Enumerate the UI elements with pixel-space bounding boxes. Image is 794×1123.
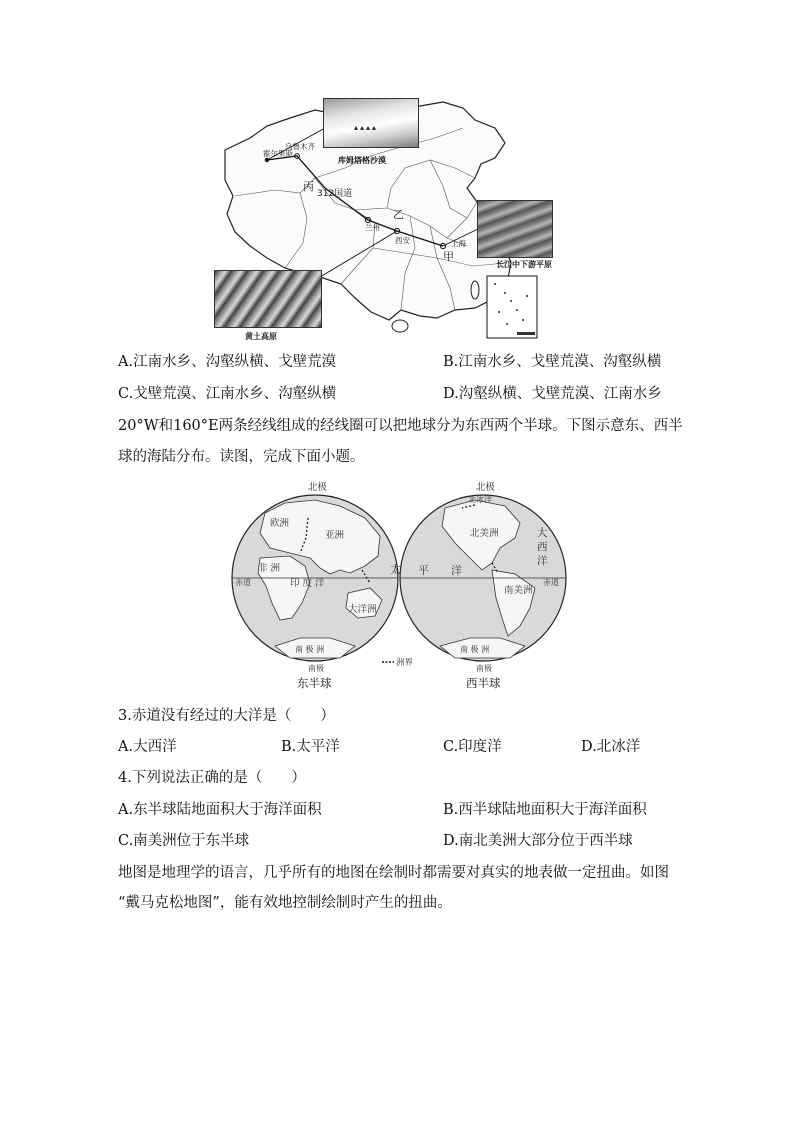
east-south-pole: 南极: [308, 664, 324, 673]
photo-loess: [214, 270, 322, 328]
outro-line-1: 地图是地理学的语言，几乎所有的地图在绘制时都需要对真实的地表做一定扭曲。如图: [118, 865, 669, 881]
west-equator-label: 赤道: [543, 578, 559, 587]
caption-east: 东半球: [297, 676, 332, 690]
west-north-pole: 北极: [476, 482, 496, 493]
photo-desert: [323, 98, 419, 148]
outro-line-2: “戴马克松地图”，能有效地控制绘制时产生的扭曲。: [118, 895, 452, 911]
east-africa: 非 洲: [258, 563, 281, 574]
south-sea-inset: [487, 276, 537, 338]
east-oceania: 大洋洲: [348, 604, 377, 615]
west-atlantic: 大西洋: [537, 527, 548, 567]
china-map-figure: [205, 98, 550, 343]
east-equator-label: 赤道: [235, 578, 251, 587]
caption-plain: 长江中下游平原: [496, 260, 552, 269]
camel-caravan-icon: ▴▴▴▴: [354, 123, 379, 132]
q3-option-d: D.北冰洋: [581, 739, 641, 755]
q4-stem: 4.下列说法正确的是（ ）: [118, 770, 306, 786]
label-jia: 甲: [443, 250, 454, 263]
hemispheres-figure: [230, 478, 570, 693]
legend-label: 洲界: [396, 658, 414, 668]
east-north-pole: 北极: [308, 482, 328, 493]
east-antarctica: 南 极 洲: [295, 645, 325, 654]
photo-plain: [477, 200, 553, 258]
prev-option-c: C.戈壁荒漠、江南水乡、沟壑纵横: [118, 386, 337, 402]
west-south-america: 南美洲: [504, 585, 533, 596]
west-north-america: 北美洲: [470, 528, 499, 539]
east-pacific-part: 太: [390, 563, 401, 576]
label-yi: 乙: [393, 208, 404, 221]
hainan: [392, 320, 408, 332]
west-antarctica: 南 极 洲: [460, 645, 490, 654]
q3-stem: 3.赤道没有经过的大洋是（ ）: [118, 708, 335, 724]
label-xian: 西安: [395, 236, 410, 245]
q3-option-a: A.大西洋: [118, 739, 177, 755]
hemispheres-map: [230, 478, 570, 693]
taiwan: [471, 281, 479, 299]
prev-option-b: B.江南水乡、戈壁荒漠、沟壑纵横: [443, 354, 662, 370]
east-asia: 亚洲: [325, 530, 345, 541]
caption-desert: 库姆塔格沙漠: [338, 156, 386, 165]
label-g312: 312国道: [317, 189, 353, 199]
label-bing: 丙: [303, 180, 314, 193]
q4-option-c: C.南美洲位于东半球: [118, 833, 250, 849]
q3-option-b: B.太平洋: [281, 739, 340, 755]
east-indian-ocean: 印 度 洋: [290, 578, 325, 589]
q4-option-a: A.东半球陆地面积大于海洋面积: [118, 802, 322, 818]
q4-option-d: D.南北美洲大部分位于西半球: [443, 833, 633, 849]
west-pacific-rest: 平 洋: [418, 564, 462, 577]
caption-loess: 黄土高原: [245, 332, 277, 341]
label-urumqi: 乌鲁木齐: [285, 142, 315, 151]
q3-option-c: C.印度洋: [443, 739, 502, 755]
prev-option-a: A.江南水乡、沟壑纵横、戈壁荒漠: [118, 354, 337, 370]
label-shanghai: 上海: [451, 239, 466, 248]
east-europe: 欧洲: [270, 518, 290, 529]
caption-west: 西半球: [466, 676, 501, 690]
prev-option-d: D.沟壑纵横、戈壁荒漠、江南水乡: [443, 386, 662, 402]
west-arctic: 北冰洋: [468, 495, 492, 504]
west-south-pole: 南极: [476, 664, 492, 673]
label-lanzhou: 兰州: [365, 223, 380, 232]
intro-line-2: 球的海陆分布。读图，完成下面小题。: [118, 449, 365, 465]
label-horgos: 霍尔果斯: [263, 149, 293, 158]
intro-line-1: 20°W和160°E两条经线组成的经线圈可以把地球分为东西两个半球。下图示意东、西半: [118, 418, 683, 434]
q4-option-b: B.西半球陆地面积大于海洋面积: [443, 802, 647, 818]
